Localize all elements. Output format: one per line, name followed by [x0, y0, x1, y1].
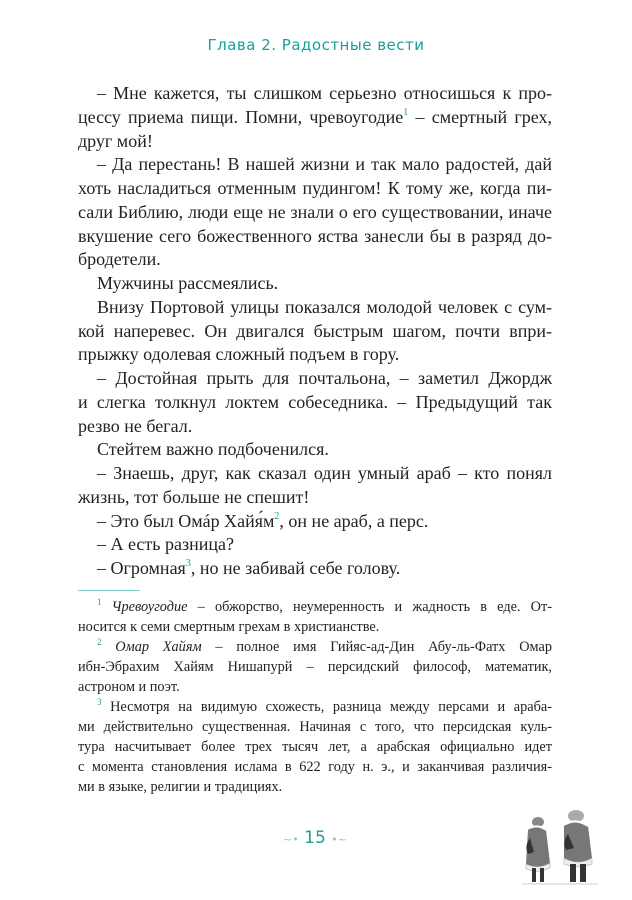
text-line — [78, 777, 552, 797]
text-line — [78, 438, 552, 462]
text-run: Внизу Портовой улицы показался молодой человек с сум- — [97, 296, 552, 317]
text-run: – Знаешь, друг, как сказал один умный араб – кто понял — [97, 463, 552, 483]
footnote-marker[interactable]: 1 — [97, 597, 102, 607]
text-line — [78, 130, 552, 154]
text-line — [78, 177, 552, 201]
body-paragraph — [78, 82, 552, 153]
text-run: цессу приема пищи. Помни, чревоугодие — [78, 106, 404, 127]
text-line — [78, 272, 552, 296]
body-paragraph — [78, 438, 552, 462]
text-line — [78, 248, 552, 272]
text-line — [78, 153, 552, 177]
text-line — [78, 737, 552, 757]
body-text — [78, 82, 552, 581]
text-line — [78, 757, 552, 777]
footnotes — [78, 597, 552, 797]
footnote-term: Чревоугодие — [111, 599, 188, 615]
text-run: сали Библию, люди еще не знали о его существовании, иначе — [78, 201, 552, 222]
footnote-marker[interactable]: 2 — [274, 510, 280, 522]
text-run: ми действительно существенная. Начиная с того, что персидская куль- — [78, 719, 552, 735]
body-paragraph — [78, 153, 552, 272]
footnote-term: Омар Хайям — [115, 639, 202, 655]
text-run: , но не забивай себе голову. — [190, 558, 401, 578]
text-run: тура насчитывает более трех тысяч лет, а арабская официально идет — [78, 739, 552, 755]
body-paragraph — [78, 272, 552, 296]
text-line — [78, 391, 552, 415]
text-run: резво не бегал. — [78, 415, 193, 436]
footnote-marker[interactable]: 3 — [97, 697, 102, 707]
text-run: астроном и поэт. — [78, 679, 180, 695]
text-line — [78, 462, 552, 486]
text-run: и слегка толкнул локтем собеседника. – Предыдущий так — [78, 391, 552, 412]
text-line — [78, 201, 552, 225]
text-line — [78, 367, 552, 391]
page-number — [270, 828, 360, 848]
text-run: – Огромная — [97, 558, 186, 578]
two-men-illustration — [520, 808, 600, 893]
text-run: хоть насладиться отменным пудингом! К тому же, когда пи- — [78, 178, 552, 198]
text-run: – Мне кажется, ты слишком серьезно относишься к про- — [97, 83, 552, 103]
text-run: , он не араб, а перс. — [279, 510, 429, 531]
text-run: кой наперевес. Он двигался быстрым шагом, почти впри- — [78, 320, 552, 341]
body-paragraph — [78, 533, 552, 557]
text-run: прыжку одолевая сложный подъем в гору. — [78, 344, 400, 365]
body-paragraph — [78, 462, 552, 510]
man-right-figure — [564, 810, 592, 882]
text-run: с момента становления ислама в 622 году н. э., и заканчивая различия- — [78, 759, 552, 775]
page-number-value: 15 — [304, 828, 326, 848]
text-run: друг мой! — [78, 130, 153, 151]
text-run — [102, 599, 112, 615]
text-run: – обжорство, неумеренность и жадность в еде. От- — [187, 599, 552, 615]
text-line — [78, 343, 552, 367]
body-paragraph — [78, 557, 552, 581]
text-run: – смертный грех, — [408, 106, 552, 127]
text-line — [78, 225, 552, 249]
text-line — [78, 320, 552, 344]
text-line — [78, 486, 552, 510]
footnote-divider — [78, 590, 140, 591]
text-line — [78, 677, 552, 697]
text-run: – А есть разница? — [97, 534, 234, 555]
text-run: носится к семи смертным грехам в христианстве. — [78, 619, 380, 635]
text-run: бродетели. — [78, 249, 161, 270]
body-paragraph — [78, 367, 552, 438]
footnote-paragraph — [78, 697, 552, 797]
text-line — [78, 82, 552, 106]
text-line — [78, 415, 552, 439]
footnote-paragraph — [78, 637, 552, 697]
left-ornament: ~• — [283, 833, 299, 846]
footnote-marker[interactable]: 1 — [403, 106, 409, 118]
text-run: – Достойная прыть для почтальона, – заметил Джордж — [97, 368, 552, 388]
text-run — [102, 639, 116, 655]
text-line — [78, 697, 552, 717]
right-ornament: •~ — [331, 833, 347, 846]
text-run: ибн-Эбрахим Хайям Нишапурй – персидский философ, математик, — [78, 659, 552, 675]
text-run: вкушение сего божественного яства занесли бы в разряд до- — [78, 225, 552, 246]
body-paragraph — [78, 510, 552, 534]
text-run: Мужчины рассмеялись. — [97, 273, 279, 293]
text-run: Стейтем важно подбоченился. — [97, 439, 329, 460]
text-run: Несмотря на видимую схожесть, разница между персами и араба- — [101, 699, 552, 715]
text-line — [78, 533, 552, 557]
footnote-paragraph — [78, 597, 552, 637]
text-line — [78, 717, 552, 737]
man-left-figure — [526, 817, 550, 882]
text-line — [78, 597, 552, 617]
text-run: жизнь, тот больше не спешит! — [78, 486, 310, 507]
footnote-marker[interactable]: 3 — [185, 558, 191, 569]
text-run: – полное имя Гийяс-ад-Дин Абу-ль-Фатх Омар — [201, 639, 552, 655]
text-line — [78, 637, 552, 657]
text-line — [78, 106, 552, 130]
text-run: ми в языке, религии и традициях. — [78, 779, 283, 795]
text-line — [78, 617, 552, 637]
text-run: – Это был Омáр Хайя́м — [97, 510, 275, 531]
text-line — [78, 557, 552, 581]
text-line — [78, 510, 552, 534]
body-paragraph — [78, 296, 552, 367]
running-header: Глава 2. Радостные вести — [207, 36, 425, 54]
text-line — [78, 296, 552, 320]
footnote-marker[interactable]: 2 — [97, 637, 102, 647]
text-run: – Да перестань! В нашей жизни и так мало радостей, дай — [97, 154, 552, 175]
text-line — [78, 657, 552, 677]
